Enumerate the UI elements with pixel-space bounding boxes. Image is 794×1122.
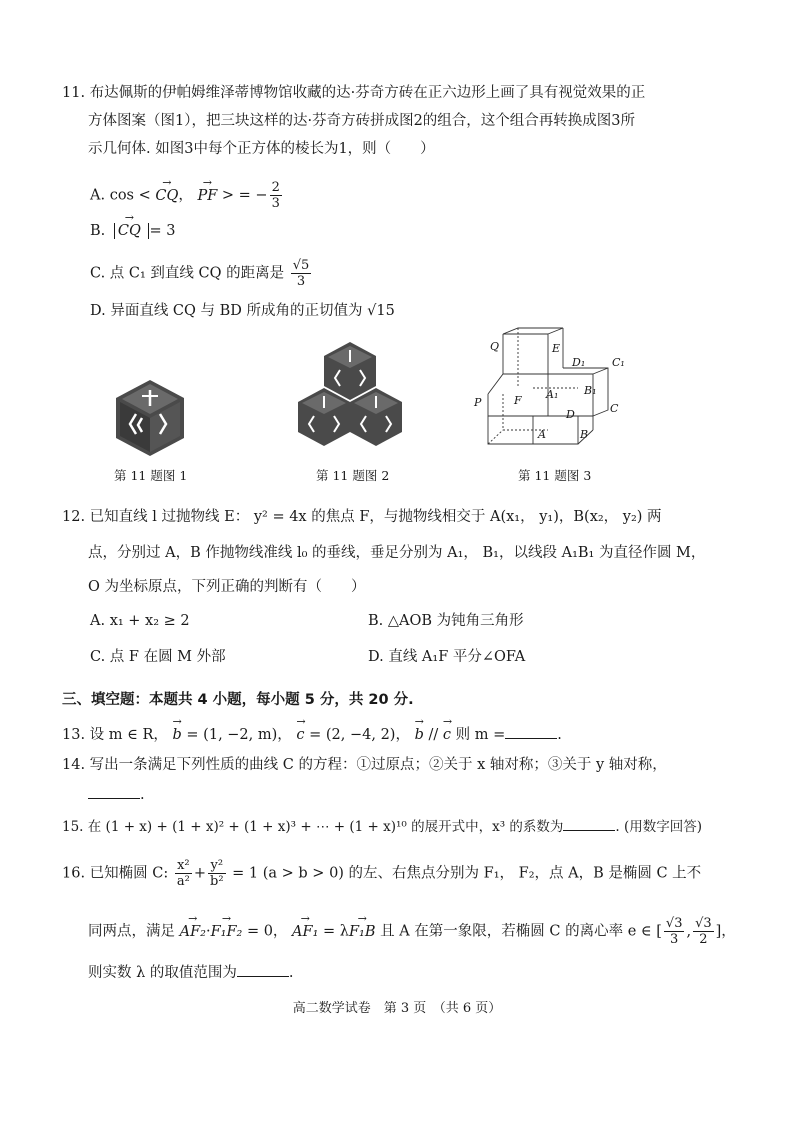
q13: 13. 设 m ∈ R， → b = (1, −2, m)， → c = (2, −4, 2)， → b // → c 则 m = . [62,724,562,744]
q12-option-d: D. 直线 A₁F 平分∠OFA [368,649,526,665]
fraction: $\frac{\text{x²}}{\text{a²}}$ [176,858,190,889]
q16-line3: 则实数 λ 的取值范围为 . [88,962,294,982]
q16-line1: 16. 已知椭圆 C: $\frac{\text{x²}}{\text{a²}}$ + $\frac{\text{y²}}{\text{b²}}$ = 1 (a > b > 0) 的左、右焦点分别为 F₁， F₂，点 A，B 是椭圆 C 上不 [62,858,702,889]
label-c1: C₁ [612,356,625,369]
q14-line1: 14. 写出一条满足下列性质的曲线 C 的方程：①过原点；②关于 x 轴对称；③关于 y 轴对称， [62,757,667,773]
answer-blank[interactable] [88,784,140,799]
q12-line2: 点，分别过 A，B 作抛物线准线 l₀ 的垂线，垂足分别为 A₁， B₁，以线段 A₁B₁ 为直径作圆 M， [88,545,706,561]
fraction: $\frac{√5}{3}$ [292,258,310,289]
q15: 15. 在 (1 + x) + (1 + x)² + (1 + x)³ + ⋯ + (1 + x)¹⁰ 的展开式中，x³ 的系数为 . (用数字回答) [62,816,702,836]
q11-line1: 11. 布达佩斯的伊帕姆维泽蒂博物馆收藏的达·芬奇方砖在正六边形上画了具有视觉效果的正 [62,85,646,101]
q11-option-b: B. → CQ = 3 [90,222,175,240]
label-e: E [552,342,561,355]
q16-line2: 同两点，满足 → AF₂·→ F₁F₂ = 0， → AF₁ = λ→ F₁B 且 A 在第一象限，若椭圆 C 的离心率 e ∈ [ $\frac{√3}{3}$ , $\frac{√3}{2}$ ]， [88,916,736,947]
figure-1-cube-tile [112,378,188,458]
section-3-heading: 三、填空题：本题共 4 小题，每小题 5 分，共 20 分. [62,692,414,708]
label-d: D [566,408,575,421]
figure-3-geometric-solid [468,326,638,454]
vector-b: → b [173,726,182,744]
vector-c: → c [296,726,304,744]
label-p: P [474,396,482,409]
q12-option-a: A. x₁ + x₂ ≥ 2 [90,613,190,629]
q11-option-d: D. 异面直线 CQ 与 BD 所成角的正切值为 √15 [90,303,395,319]
vector-f1b: → F₁B [349,923,376,941]
vector-cq: → CQ [155,187,178,205]
q11-option-c: C. 点 C₁ 到直线 CQ 的距离是 $\frac{√5}{3}$ [90,258,310,289]
q14-line2: . [88,784,145,804]
q12-option-b: B. △AOB 为钝角三角形 [368,613,524,629]
vector-c: → c [443,726,451,744]
fraction: $\frac{\text{y²}}{\text{b²}}$ [210,858,224,889]
vector-b: → b [415,726,424,744]
label-b: B [580,428,589,441]
vector-pf: → PF [197,187,217,205]
q11-option-a: A. cos < → CQ， → PF > = − $\frac{2}{3}$ [90,180,284,211]
label-a: A [538,428,546,441]
answer-blank[interactable] [563,816,615,831]
figure-1-caption: 第 11 题图 1 [114,468,188,483]
label-b1: B₁ [584,384,597,397]
page-footer: 高二数学试卷 第 3 页 （共 6 页） [292,1001,502,1016]
q12-line1: 12. 已知直线 l 过抛物线 E： y² = 4x 的焦点 F，与抛物线相交于 A(x₁， y₁)，B(x₂， y₂) 两 [62,509,662,525]
answer-blank[interactable] [237,962,289,977]
vector-af1: → AF₁ [292,923,318,941]
q12-option-c: C. 点 F 在圆 M 外部 [90,649,226,665]
fraction: $\frac{√3}{3}$ [665,916,683,947]
vector-f1f2: → F₁F₂ [211,923,243,941]
figure-2-cube-combination [294,340,406,458]
label-a1: A₁ [546,388,559,401]
q11-line3: 示几何体. 如图3中每个正方体的棱长为1，则（ ） [88,141,435,157]
fraction: $\frac{√3}{2}$ [695,916,712,947]
label-c: C [610,402,619,415]
q12-line3: O 为坐标原点，下列正确的判断有（ ） [88,579,366,595]
label-d1: D₁ [572,356,586,369]
q11-line2: 方体图案（图1），把三块这样的达·芬奇方砖拼成图2的组合，这个组合再转换成图3所 [88,113,636,129]
vector-af2: → AF₂ [180,923,206,941]
answer-blank[interactable] [505,724,557,739]
label-q: Q [490,340,500,353]
figure-2-caption: 第 11 题图 2 [316,468,390,483]
fraction: $\frac{2}{3}$ [271,180,280,211]
vector-cq: → CQ [118,222,141,240]
label-f: F [514,394,522,407]
figure-3-caption: 第 11 题图 3 [518,468,592,483]
